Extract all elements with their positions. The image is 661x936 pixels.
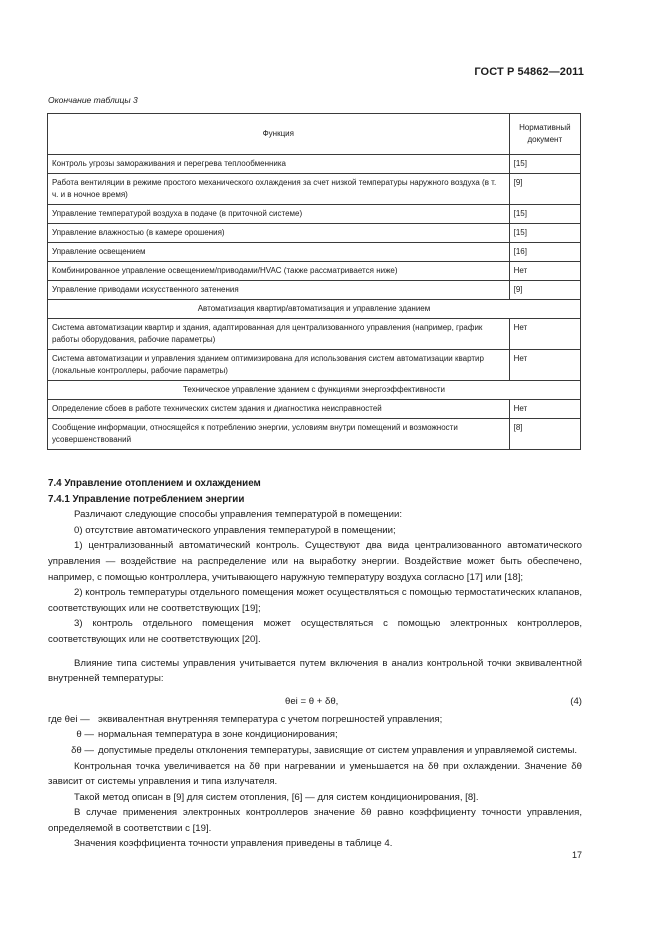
table-cell-function: Определение сбоев в работе технических систем здания и диагностика неисправностей [48, 400, 510, 419]
paragraph: Контрольная точка увеличивается на δθ при нагревании и уменьшается на δθ при охлаждении. Значение δθ зависит от системы управления и типа излучателя. [48, 760, 582, 788]
table-cell-function: Управление влажностью (в камере орошения) [48, 224, 510, 243]
list-item: 3) контроль отдельного помещения может осуществляться с помощью электронных контроллеров, соответствующих или не соответствующих [20]. [48, 618, 582, 645]
legend-description: эквивалентная внутренняя температура с учетом погрешностей управления; [98, 713, 443, 725]
legend-description: допустимые пределы отклонения температуры, зависящие от систем управления и управляемой системы. [98, 744, 578, 756]
legend-symbol: где θei — [48, 713, 90, 725]
column-header-document-line1: Нормативный [519, 123, 571, 132]
table-row [48, 155, 581, 174]
legend-symbol: δθ — [71, 744, 94, 756]
formula: θei = θ + δθ, [285, 695, 339, 707]
table-header-row [48, 114, 581, 155]
table-row [48, 174, 581, 205]
table-cell-document: [15] [509, 205, 580, 224]
table-cell-function: Система автоматизации квартир и здания, адаптированная для централизованного управления (например, график работы оборудования, рабочие параметры) [48, 319, 510, 350]
list-item: 2) контроль температуры отдельного помещения может осуществляться с помощью термостатических клапанов, соответствующих или не соответствующих [19]; [48, 587, 582, 614]
table-row [48, 281, 581, 300]
table-cell-function: Сообщение информации, относящейся к потреблению энергии, условиям внутри помещений и возможности усовершенствований [48, 419, 510, 450]
table-row [48, 350, 581, 381]
table-cell-document: Нет [509, 400, 580, 419]
table-cell-document: [15] [509, 224, 580, 243]
column-header-function: Функция [48, 114, 510, 155]
table-cell-function: Комбинированное управление освещением/приводами/HVAC (также рассматривается ниже) [48, 262, 510, 281]
section-body [48, 476, 582, 852]
table-row [48, 262, 581, 281]
table-row [48, 319, 581, 350]
table-cell-document: [16] [509, 243, 580, 262]
page-number: 17 [571, 850, 582, 860]
paragraph: Влияние типа системы управления учитывается путем включения в анализ контрольной точки эквивалентной внутренней температуры: [48, 657, 582, 685]
table-cell-document: [9] [509, 174, 580, 205]
subsection-heading: 7.4.1 Управление потреблением энергии [48, 493, 245, 505]
table-cell-document: Нет [509, 350, 580, 381]
formula-block [48, 690, 582, 712]
table-section-row [48, 381, 581, 400]
table-cell-document: [9] [509, 281, 580, 300]
paragraph: Такой метод описан в [9] для систем отопления, [6] — для систем кондиционирования, [8]. [74, 791, 479, 803]
legend-description: нормальная температура в зоне кондиционирования; [98, 729, 338, 741]
table-section-title: Автоматизация квартир/автоматизация и управление зданием [48, 300, 581, 319]
table-cell-document: Нет [509, 262, 580, 281]
legend-symbol: θ — [76, 729, 94, 741]
list-item: 1) централизованный автоматический контроль. Существуют два вида централизованного автоматического управления — воздействие на распределение или на выработку энергии. Воздействие может быть обеспечено, например, с помощью контроллера, учитывающего наружную температуру воздуха согласно [17] или [18]; [48, 540, 582, 583]
table-row [48, 224, 581, 243]
table-cell-function: Система автоматизации и управления зданием оптимизирована для использования систем автоматизации квартир (локальные контроллеры, рабочие параметры) [48, 350, 510, 381]
table-cell-document: [15] [509, 155, 580, 174]
formula-number: (4) [570, 695, 582, 707]
paragraph: Значения коэффициента точности управления приведены в таблице 4. [74, 838, 393, 850]
paragraph: В случае применения электронных контроллеров значение δθ равно коэффициенту точности управления, определяемой в соответствии с [19]. [48, 807, 582, 834]
table-section-title: Техническое управление зданием с функциями энергоэффективности [48, 381, 581, 400]
legend-row [48, 743, 582, 759]
legend-row [48, 712, 582, 728]
document-id: ГОСТ Р 54862—2011 [474, 66, 584, 78]
column-header-document-line2: документ [527, 135, 563, 144]
paragraph: Различают следующие способы управления температурой в помещении: [74, 509, 403, 521]
table-cell-function: Управление приводами искусственного затенения [48, 281, 510, 300]
formula-legend [48, 712, 582, 759]
table-body [48, 155, 581, 450]
table-cell-document: [8] [509, 419, 580, 450]
table-cell-function: Управление температурой воздуха в подаче (в приточной системе) [48, 205, 510, 224]
column-header-document [509, 114, 580, 155]
table-row [48, 205, 581, 224]
table-row [48, 400, 581, 419]
table-cell-function: Работа вентиляции в режиме простого механического охлаждения за счет низкой температуры наружного воздуха (в т. ч. и в ночное время) [48, 174, 510, 205]
table-row [48, 243, 581, 262]
table-cell-document: Нет [509, 319, 580, 350]
section-heading: 7.4 Управление отоплением и охлаждением [48, 478, 261, 489]
table-caption: Окончание таблицы 3 [48, 95, 138, 105]
table-section-row [48, 300, 581, 319]
functions-table [47, 113, 581, 450]
table-cell-function: Контроль угрозы замораживания и перегрева теплообменника [48, 155, 510, 174]
list-item: 0) отсутствие автоматического управления температурой в помещении; [74, 524, 396, 536]
table-cell-function: Управление освещением [48, 243, 510, 262]
table-row [48, 419, 581, 450]
legend-row [48, 727, 582, 743]
